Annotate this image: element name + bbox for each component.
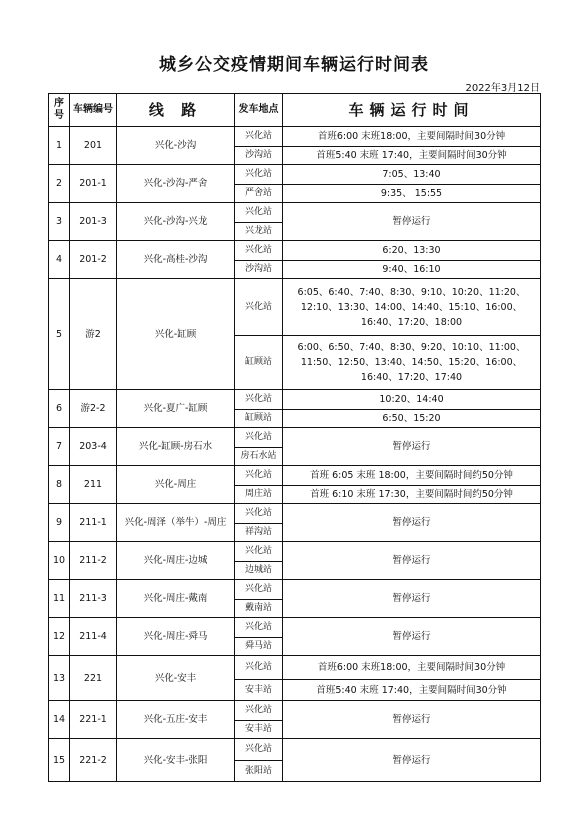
route-line: 兴化-安丰: [117, 656, 235, 701]
route-code: 211-3: [70, 580, 117, 618]
header-route-no: 车辆编号: [70, 94, 117, 127]
origin-stop: 严舍站: [235, 185, 283, 203]
route-code: 221-2: [70, 739, 117, 782]
route-number: 13: [49, 656, 70, 701]
suspended-status: 暂停运行: [283, 618, 541, 656]
suspended-status: 暂停运行: [283, 428, 541, 466]
schedule-times: 6:20、13:30: [283, 241, 541, 261]
table-row: [49, 542, 541, 562]
suspended-status: 暂停运行: [283, 580, 541, 618]
route-code: 211-2: [70, 542, 117, 580]
schedule-times: 6:05、6:40、7:40、8:30、9:10、10:20、11:20、12:10、13:30、14:00、14:40、15:10、16:00、16:40、17:20、18:00: [283, 279, 541, 336]
origin-stop: 兴化站: [235, 618, 283, 638]
schedule-times: 10:20、14:40: [283, 390, 541, 410]
route-line: 兴化-周泽（举牛）-周庄: [117, 504, 235, 542]
suspended-status: 暂停运行: [283, 542, 541, 580]
header-no: 序号: [49, 94, 70, 127]
route-line: 兴化-缸顾: [117, 279, 235, 390]
schedule-times: 7:05、13:40: [283, 165, 541, 185]
route-code: 211-1: [70, 504, 117, 542]
origin-stop: 兴化站: [235, 279, 283, 336]
origin-stop: 兴化站: [235, 203, 283, 223]
table-row: [49, 428, 541, 448]
route-number: 8: [49, 466, 70, 504]
schedule-times: 首班6:00 末班18:00，主要间隔时间30分钟: [283, 656, 541, 680]
route-line: 兴化-周庄-戴南: [117, 580, 235, 618]
route-line: 兴化-五庄-安丰: [117, 701, 235, 739]
route-line: 兴化-高桂-沙沟: [117, 241, 235, 279]
route-line: 兴化-夏广-缸顾: [117, 390, 235, 428]
origin-stop: 兴化站: [235, 127, 283, 147]
origin-stop: 沙沟站: [235, 261, 283, 279]
route-number: 14: [49, 701, 70, 739]
route-line: 兴化-周庄-舜马: [117, 618, 235, 656]
table-row: [49, 390, 541, 410]
route-number: 15: [49, 739, 70, 782]
table-row: [49, 165, 541, 185]
origin-stop: 戴南站: [235, 600, 283, 618]
route-number: 3: [49, 203, 70, 241]
origin-stop: 缸顾站: [235, 336, 283, 390]
table-row: [49, 656, 541, 680]
schedule-times: 首班5:40 末班 17:40，主要间隔时间30分钟: [283, 680, 541, 701]
origin-stop: 张阳站: [235, 761, 283, 782]
route-number: 7: [49, 428, 70, 466]
suspended-status: 暂停运行: [283, 739, 541, 782]
origin-stop: 缸顾站: [235, 410, 283, 428]
origin-stop: 边城站: [235, 562, 283, 580]
origin-stop: 兴化站: [235, 739, 283, 761]
page-title: 城乡公交疫情期间车辆运行时间表: [159, 55, 429, 75]
route-number: 4: [49, 241, 70, 279]
route-code: 201-3: [70, 203, 117, 241]
origin-stop: 兴化站: [235, 580, 283, 600]
origin-stop: 房石水站: [235, 448, 283, 466]
table-row: [49, 618, 541, 638]
table-header-row: [49, 94, 541, 127]
table-row: [49, 241, 541, 261]
route-number: 11: [49, 580, 70, 618]
route-code: 221: [70, 656, 117, 701]
origin-stop: 安丰站: [235, 680, 283, 701]
route-line: 兴化-沙沟-严舍: [117, 165, 235, 203]
origin-stop: 兴龙站: [235, 223, 283, 241]
table-row: [49, 701, 541, 721]
origin-stop: 兴化站: [235, 165, 283, 185]
origin-stop: 兴化站: [235, 428, 283, 448]
route-code: 211-4: [70, 618, 117, 656]
route-code: 201-1: [70, 165, 117, 203]
table-row: [49, 203, 541, 223]
route-number: 9: [49, 504, 70, 542]
document-date: 2022年3月12日: [465, 83, 540, 94]
route-line: 兴化-安丰-张阳: [117, 739, 235, 782]
route-number: 2: [49, 165, 70, 203]
table-body: [49, 127, 541, 782]
route-code: 游2: [70, 279, 117, 390]
schedule-times: 首班 6:10 末班 17:30，主要间隔时间约50分钟: [283, 486, 541, 504]
route-line: 兴化-沙沟: [117, 127, 235, 165]
route-code: 203-4: [70, 428, 117, 466]
schedule-times: 首班 6:05 末班 18:00，主要间隔时间约50分钟: [283, 466, 541, 486]
route-line: 兴化-周庄: [117, 466, 235, 504]
header-line: 线 路: [117, 94, 235, 127]
route-number: 1: [49, 127, 70, 165]
table-row: [49, 580, 541, 600]
origin-stop: 安丰站: [235, 721, 283, 739]
origin-stop: 沙沟站: [235, 147, 283, 165]
route-code: 201: [70, 127, 117, 165]
schedule-times: 6:00、6:50、7:40、8:30、9:20、10:10、11:00、11:50、12:50、13:40、14:50、15:20、16:00、16:40、17:20、17:40: [283, 336, 541, 390]
route-number: 5: [49, 279, 70, 390]
route-number: 6: [49, 390, 70, 428]
schedule-times: 首班6:00 末班18:00，主要间隔时间30分钟: [283, 127, 541, 147]
schedule-table: [48, 93, 541, 782]
route-line: 兴化-周庄-边城: [117, 542, 235, 580]
origin-stop: 兴化站: [235, 241, 283, 261]
origin-stop: 祥沟站: [235, 524, 283, 542]
table-row: [49, 279, 541, 336]
schedule-times: 首班5:40 末班 17:40，主要间隔时间30分钟: [283, 147, 541, 165]
table-row: [49, 466, 541, 486]
table-row: [49, 739, 541, 761]
route-line: 兴化-沙沟-兴龙: [117, 203, 235, 241]
suspended-status: 暂停运行: [283, 504, 541, 542]
route-line: 兴化-缸顾-房石水: [117, 428, 235, 466]
origin-stop: 兴化站: [235, 656, 283, 680]
origin-stop: 兴化站: [235, 504, 283, 524]
origin-stop: 舜马站: [235, 638, 283, 656]
route-number: 10: [49, 542, 70, 580]
schedule-times: 9:40、16:10: [283, 261, 541, 279]
origin-stop: 周庄站: [235, 486, 283, 504]
route-code: 游2-2: [70, 390, 117, 428]
route-code: 211: [70, 466, 117, 504]
schedule-times: 6:50、15:20: [283, 410, 541, 428]
origin-stop: 兴化站: [235, 390, 283, 410]
table-row: [49, 127, 541, 147]
suspended-status: 暂停运行: [283, 701, 541, 739]
route-code: 201-2: [70, 241, 117, 279]
header-times: 车辆运行时间: [283, 94, 541, 127]
origin-stop: 兴化站: [235, 701, 283, 721]
route-number: 12: [49, 618, 70, 656]
suspended-status: 暂停运行: [283, 203, 541, 241]
header-origin: 发车地点: [235, 94, 283, 127]
table-row: [49, 504, 541, 524]
schedule-times: 9:35、 15:55: [283, 185, 541, 203]
origin-stop: 兴化站: [235, 466, 283, 486]
origin-stop: 兴化站: [235, 542, 283, 562]
route-code: 221-1: [70, 701, 117, 739]
